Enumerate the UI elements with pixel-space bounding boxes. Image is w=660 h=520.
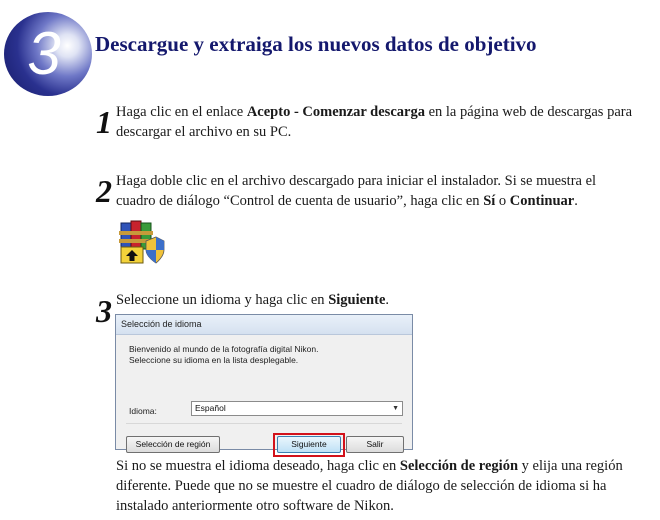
step-3-number: 3 (96, 293, 112, 329)
language-select[interactable] (191, 401, 403, 416)
step-1-text (116, 102, 636, 142)
bold-text-run: Selección de región (399, 458, 519, 474)
dialog-instruction-line: Seleccione su idioma en la lista desplegable. (129, 355, 299, 365)
section-number-badge (4, 12, 92, 96)
step-3-text (116, 290, 636, 310)
text-run: Haga clic en el enlace (116, 104, 247, 120)
next-button[interactable]: Siguiente (277, 436, 341, 453)
section-number: 3 (27, 20, 61, 87)
bold-text-run: Continuar (509, 193, 575, 209)
text-run: Haga doble clic en el archivo descargado para iniciar el instalador. Si se muestra el cuadro de diálogo “Control de cuenta de usuario”, haga clic en (116, 173, 597, 209)
bold-text-run: Sí (483, 193, 496, 209)
bold-text-run: Acepto - Comenzar descarga (246, 104, 425, 120)
step-2-text (116, 171, 636, 211)
step-1-number: 1 (96, 104, 112, 140)
text-run: Si no se muestra el idioma deseado, haga clic en (116, 458, 400, 474)
dialog-title: Selección de idioma (116, 315, 412, 335)
text-run: en la página web de descargas para descargar el archivo en su PC. (116, 104, 633, 140)
text-run: o (495, 193, 510, 209)
language-label: Idioma: (129, 406, 157, 416)
exit-button[interactable]: Salir (346, 436, 404, 453)
language-select-value: Español (195, 403, 226, 413)
language-selection-dialog (115, 314, 413, 450)
bold-text-run: Siguiente (328, 292, 386, 308)
section-title: Descargue y extraiga los nuevos datos de objetivo (95, 32, 537, 56)
chevron-down-icon: ▼ (392, 405, 399, 412)
region-note-text (116, 456, 636, 516)
text-run: Seleccione un idioma y haga clic en (116, 292, 329, 308)
region-selection-button[interactable]: Selección de región (126, 436, 220, 453)
step-2-number: 2 (96, 173, 112, 209)
dialog-divider (126, 423, 402, 424)
text-run: . (574, 193, 578, 209)
dialog-welcome-line: Bienvenido al mundo de la fotografía digital Nikon. (129, 344, 319, 354)
winrar-installer-icon (115, 213, 165, 265)
text-run: y elija una región diferente. Puede que no se muestre el cuadro de diálogo de selección de idioma si ha instalado anteriormente otro software de Nikon. (116, 458, 623, 514)
text-run: . (385, 292, 390, 308)
